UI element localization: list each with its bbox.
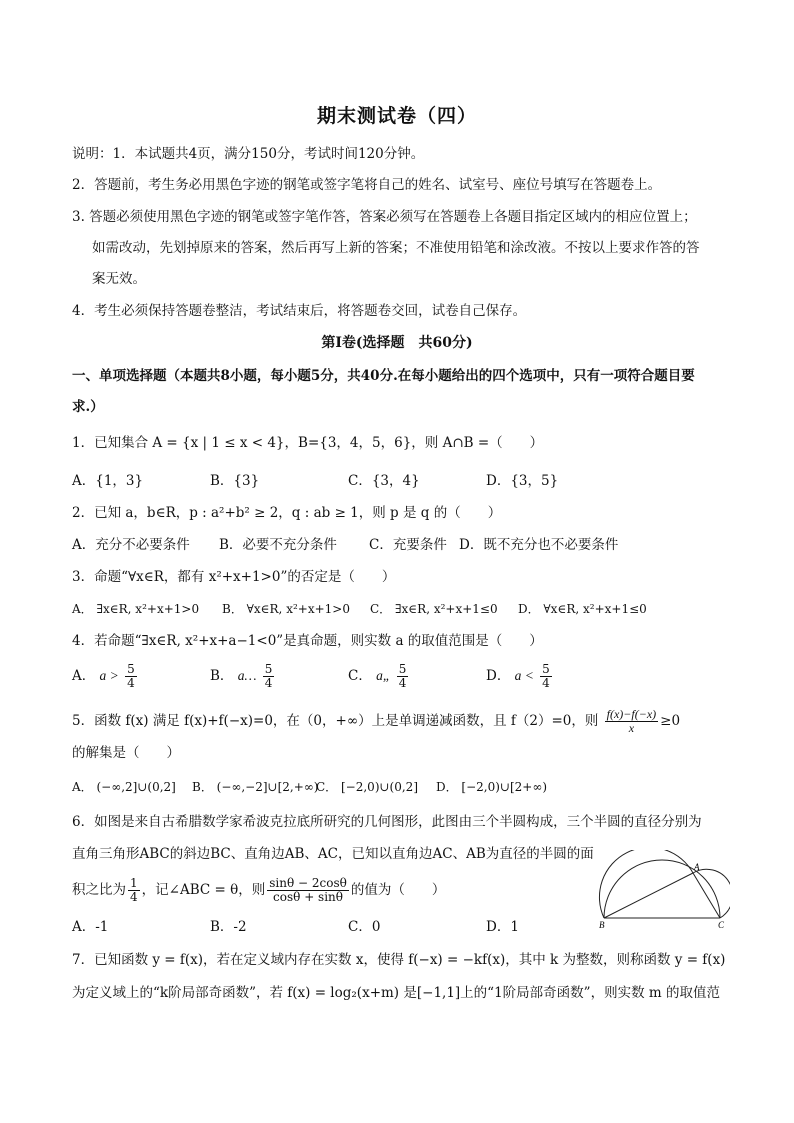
q1-option-a: A．{1，3} [72,473,144,489]
q3-option-a: A． ∃x∈R, x²+x+1>0 [72,602,200,616]
question-6-stem-3: 积之比为 $\frac{1}{4}$ ，记∠ABC = θ，则 $\frac{\sin\theta - 2\cos\theta}{\cos\theta + \sin\theta}$ 的值为（ ） [72,876,446,904]
q4-option-c: C． a„ $\frac{5}{4}$ [348,662,407,690]
figure-label-c: C [718,920,725,930]
question-1-stem: 1．已知集合 A = {x | 1 ≤ x < 4}，B={3，4，5，6}，则 A∩B =（ ） [72,435,544,451]
q1-option-b: B．{3} [210,473,260,489]
q3-option-c: C． ∃x∈R, x²+x+1≤0 [370,602,498,616]
question-6-stem-1: 6．如图是来自古希腊数学家希波克拉底所研究的几何图形，此图由三个半圆构成，三个半圆的直径分别为 [72,814,702,830]
q4-option-b: B． a… $\frac{5}{4}$ [210,662,273,690]
question-5-stem-cont: 的解集是（ ） [72,745,180,761]
part-header-cont: 求.） [72,399,104,415]
instruction-3-end: 案无效。 [92,271,146,287]
hippocrates-figure [598,850,730,932]
q6-option-b: B．-2 [210,919,247,935]
question-4-stem: 4．若命题“∃x∈R, x²+x+a−1<0”是真命题，则实数 a 的取值范围是（ ） [72,633,543,649]
q6-option-a: A．-1 [72,919,109,935]
q6-option-d: D．1 [486,919,519,935]
q2-option-c: C．充要条件 [369,537,447,553]
question-6-stem-2: 直角三角形ABC的斜边BC、直角边AB、AC，已知以直角边AC、AB为直径的半圆的面 [72,846,594,862]
q2-option-a: A．充分不必要条件 [72,537,190,553]
section-title: 第Ⅰ卷(选择题 共60分) [321,335,473,351]
q2-option-b: B．必要不充分条件 [219,537,337,553]
q4-option-d: D． a < $\frac{5}{4}$ [486,662,550,690]
q5-option-d: D． [−2,0)∪[2+∞) [436,780,548,794]
q1-option-d: D．{3，5} [486,473,559,489]
q5-option-a: A． (−∞,2]∪(0,2] [72,780,176,794]
figure-label-a: A [694,862,700,872]
part-header: 一、单项选择题（本题共8小题，每小题5分，共40分.在每小题给出的四个选项中，只有一项符合题目要 [72,368,695,384]
question-7-stem-2: 为定义域上的“k阶局部奇函数”，若 f(x) = log₂(x+m) 是[−1,1]上的“1阶局部奇函数”，则实数 m 的取值范 [72,985,720,1001]
figure-label-b: B [599,920,605,930]
q1-option-c: C．{3，4} [348,473,420,489]
page-title: 期末测试卷（四） [316,105,477,127]
instruction-3-cont: 如需改动，先划掉原来的答案，然后再写上新的答案；不准使用铅笔和涂改液。不按以上要求作答的答 [92,240,700,256]
question-2-stem: 2．已知 a，b∈R，p : a²+b² ≥ 2，q : ab ≥ 1，则 p 是 q 的（ ） [72,505,502,521]
q4-option-a: A． a > $\frac{5}{4}$ [72,662,135,690]
q3-option-b: B． ∀x∈R, x²+x+1>0 [222,602,350,616]
instruction-2: 2．答题前，考生务必用黑色字迹的钢笔或签字笔将自己的姓名、试室号、座位号填写在答题卷上。 [72,177,662,193]
q5-option-c: C． [−2,0)∪(0,2] [316,780,419,794]
instruction-3: 3. 答题必须使用黑色字迹的钢笔或签字笔作答，答案必须写在答题卷上各题目指定区域内的相应位置上； [72,209,697,225]
question-7-stem-1: 7．已知函数 y = f(x)，若在定义域内存在实数 x，使得 f(−x) = −kf(x)，其中 k 为整数，则称函数 y = f(x) [72,952,726,968]
q2-option-d: D．既不充分也不必要条件 [459,537,619,553]
q5-option-b: B． (−∞,−2]∪[2,+∞) [192,780,319,794]
q6-option-c: C．0 [348,919,381,935]
q3-option-d: D． ∀x∈R, x²+x+1≤0 [518,602,647,616]
question-3-stem: 3．命题“∀x∈R，都有 x²+x+1>0”的否定是（ ） [72,569,396,585]
instruction-1: 说明：1．本试题共4页，满分150分，考试时间120分钟。 [72,146,425,162]
question-5-stem: 5．函数 f(x) 满足 f(x)+f(−x)=0，在（0，+∞）上是单调递减函数，且 f（2）=0，则 $\frac{f(x)-f(-x)}{x}$ ≥0 [72,707,681,735]
instruction-4: 4．考生必须保持答题卷整洁，考试结束后，将答题卷交回，试卷自己保存。 [72,303,527,319]
